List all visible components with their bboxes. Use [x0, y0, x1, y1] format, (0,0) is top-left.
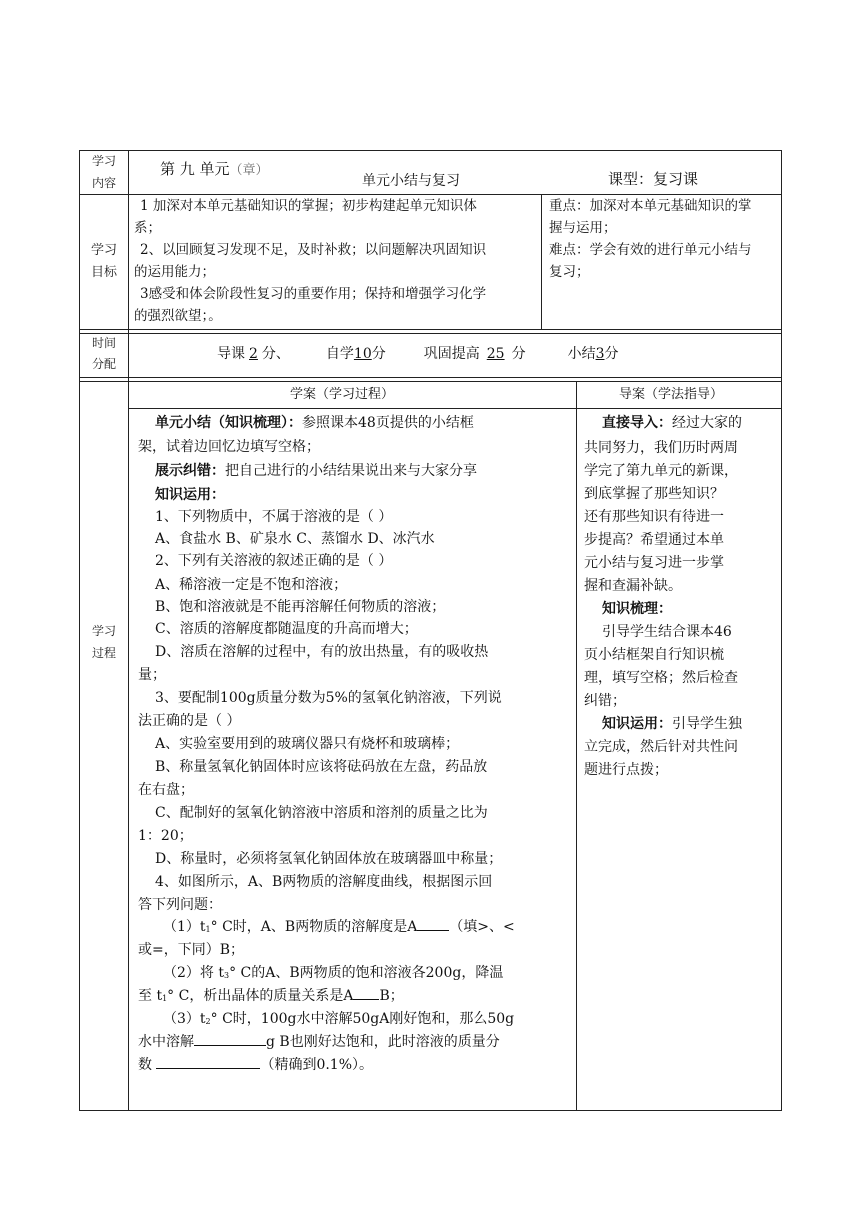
- q4-sub-1: $(1)t_1^\circ$ C时，A、B两物质的溶解度是A （填>、<: [163, 916, 515, 941]
- answer-blank[interactable]: [194, 1031, 266, 1046]
- time-allocation: 导课 2 分、 自学10分 巩固提高 25 分 小结3分: [217, 346, 619, 362]
- q4-sub-3b: 水中溶解 g B也刚好达饱和，此时溶液的质量分: [138, 1031, 500, 1053]
- right-column-header: 导案（学法指导）: [619, 387, 724, 402]
- lesson-type: 课型：复习课: [608, 170, 699, 188]
- left-column-header: 学案（学习过程）: [290, 387, 395, 402]
- unit-title: 第 九 单元（章）: [160, 160, 269, 178]
- answer-blank[interactable]: [156, 1054, 260, 1069]
- label-content: 学习 内容: [91, 154, 116, 190]
- label-objectives: 学习 目标: [90, 243, 117, 280]
- q4-sub-3: $(3)t_2^\circ$ C时，100g水中溶解50gA刚好饱和，那么50g: [163, 1011, 515, 1027]
- q4-sub-3c: 数 （精确到0.1%）。: [138, 1054, 373, 1076]
- q4-sub-2: （2）将 $t_3^\circ$ C的A、B两物质的饱和溶液各200g，降温: [163, 965, 504, 981]
- label-time: 时间 分配: [91, 336, 116, 371]
- q4-sub-2b: 至 $t_1^\circ$ C，析出晶体的质量关系是A B；: [138, 985, 404, 1010]
- answer-blank[interactable]: [353, 985, 379, 1000]
- lesson-title: 单元小结与复习: [362, 173, 460, 189]
- label-process: 学习 过程: [91, 624, 116, 660]
- answer-blank[interactable]: [417, 916, 449, 931]
